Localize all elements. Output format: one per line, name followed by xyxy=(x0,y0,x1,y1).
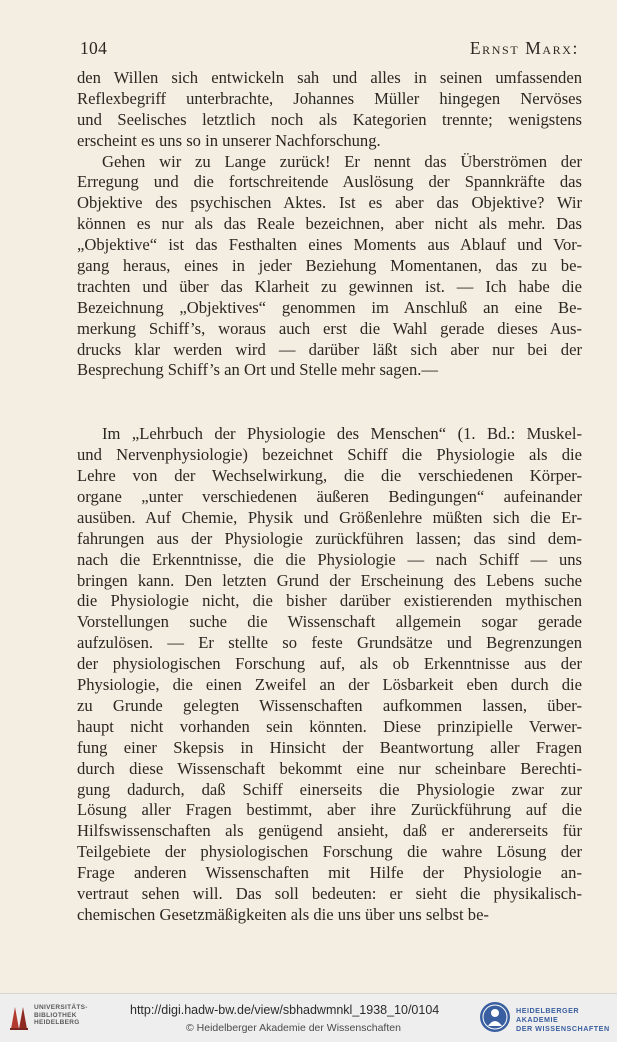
text-line: ausüben. Auf Chemie, Physik und Größenlehre müßten sich die Er- xyxy=(77,507,582,527)
text-line: Objektive des psychischen Aktes. Ist es aber das Objektive? Wir xyxy=(77,193,582,213)
text-line: Besprechung Schiff’s an Ort und Stelle mehr sagen.— xyxy=(77,360,438,380)
text-line: Lösung aller Fragen bestimmt, aber ihre Zurückführung auf die xyxy=(77,800,582,820)
text-line: drucks klar werden wird — darüber läßt sich aber nur bei der xyxy=(77,339,582,359)
text-line: haupt nicht vorhanden sein könnten. Diese prinzipielle Verwer- xyxy=(77,716,582,736)
text-line: fung einer Skepsis in Hinsicht der Beantwortung aller Fragen xyxy=(77,737,582,757)
text-line: und Seelisches letztlich noch als Kategorien trennte; wenigstens xyxy=(77,109,582,129)
text-line: den Willen sich entwickeln sah und alles in seinen umfassenden xyxy=(77,68,582,87)
paragraph xyxy=(77,68,582,152)
running-head: Ernst Marx: xyxy=(469,38,579,58)
text-line: können es nur als das Reale bezeichnen, aber nicht als mehr. Das xyxy=(77,214,582,234)
text-line: Hilfswissenschaften als genügend ansieht, daß er andererseits für xyxy=(77,821,582,841)
text-line: gang heraus, eines in jeder Beziehung Momentanen, das zu be- xyxy=(77,256,582,276)
paragraph xyxy=(77,152,582,382)
text-line: „Objektive“ ist das Festhalten eines Moments aus Ablauf und Vor- xyxy=(77,235,582,255)
page-header xyxy=(80,38,579,64)
text-line: Vorstellungen suche die Wissenschaft allgemein sogar gerade xyxy=(77,612,582,632)
text-line: bringen kann. Den letzten Grund der Erscheinung des Lebens suche xyxy=(77,570,582,590)
text-line: durch diese Wissenschaft bekommt eine nur scheinbare Berechti- xyxy=(77,758,582,778)
university-library-logo-icon xyxy=(8,1002,30,1032)
academy-seal-icon xyxy=(479,1001,511,1033)
text-line: der physiologischen Forschung auf, als ob Erkenntnisse aus der xyxy=(77,654,582,674)
text-line: die Physiologie nicht, die bisher darüber existierenden mythischen xyxy=(77,591,582,611)
text-line: fahrungen aus der Physiologie zurückführen lassen; das sind dem- xyxy=(77,528,582,548)
text-line: nach die Erkenntnisse, die die Physiologie — nach Schiff — uns xyxy=(77,549,582,569)
academy-name: HEIDELBERGER AKADEMIE DER WISSENSCHAFTEN xyxy=(516,1006,610,1033)
copyright-text: © Heidelberger Akademie der Wissenschaften xyxy=(186,1022,401,1034)
text-line: Reflexbegriff unterbrachte, Johannes Müller hingegen Nervöses xyxy=(77,88,582,108)
text-line: aufzulösen. — Er stellte so feste Grundsätze und Begrenzungen xyxy=(77,633,582,653)
text-line: vertraut sehen will. Das soll bedeuten: er sieht die physikalisch- xyxy=(77,883,582,903)
text-line: Im „Lehrbuch der Physiologie des Menschen“ (1. Bd.: Muskel- xyxy=(102,424,582,444)
text-line: Frage anderen Wissenschaften mit Hilfe der Physiologie an- xyxy=(77,863,582,883)
text-line: Teilgebiete der physiologischen Forschung die wahre Lösung der xyxy=(77,842,582,862)
text-line: Physiologie, die einen Zweifel an der Lösbarkeit eben durch die xyxy=(77,675,582,695)
text-line: Gehen wir zu Lange zurück! Er nennt das Überströmen der xyxy=(102,151,582,171)
text-line: merkung Schiff’s, woraus auch erst die Wahl gerade dieses Aus- xyxy=(77,318,582,338)
text-line: Erregung und die fortschreitende Auslösung der Spannkräfte das xyxy=(77,172,582,192)
paragraph xyxy=(77,424,582,925)
page-number: 104 xyxy=(80,38,108,58)
body-text xyxy=(77,68,582,926)
text-line: trachten und über das Klarheit zu gewinnen ist. — Ich habe die xyxy=(77,276,582,296)
text-line: Lehre von der Wechselwirkung, die die verschiedenen Körper- xyxy=(77,466,582,486)
text-line: und Nervenphysiologie) bezeichnet Schiff die Physiologie als die xyxy=(77,445,582,465)
paragraph-gap xyxy=(77,381,582,424)
footer-bar xyxy=(0,993,617,1042)
library-name: UNIVERSITÄTS- BIBLIOTHEK HEIDELBERG xyxy=(34,1004,88,1026)
text-line: Bezeichnung „Objektives“ genommen im Anschluß an eine Be- xyxy=(77,297,582,317)
text-line: erscheint es uns so in unserer Nachforschung. xyxy=(77,130,381,150)
text-line: organe „unter verschiedenen äußeren Bedingungen“ aufeinander xyxy=(77,487,582,507)
text-line: gung dadurch, daß Schiff einerseits die Physiologie zwar zur xyxy=(77,779,582,799)
permalink-url[interactable]: http://digi.hadw-bw.de/view/sbhadwmnkl_1938_10/0104 xyxy=(130,1003,440,1017)
text-line: chemischen Gesetzmäßigkeiten als die uns über uns selbst be- xyxy=(77,904,489,924)
text-line: zu Grunde gelegten Wissenschaften aufkommen lassen, über- xyxy=(77,695,582,715)
